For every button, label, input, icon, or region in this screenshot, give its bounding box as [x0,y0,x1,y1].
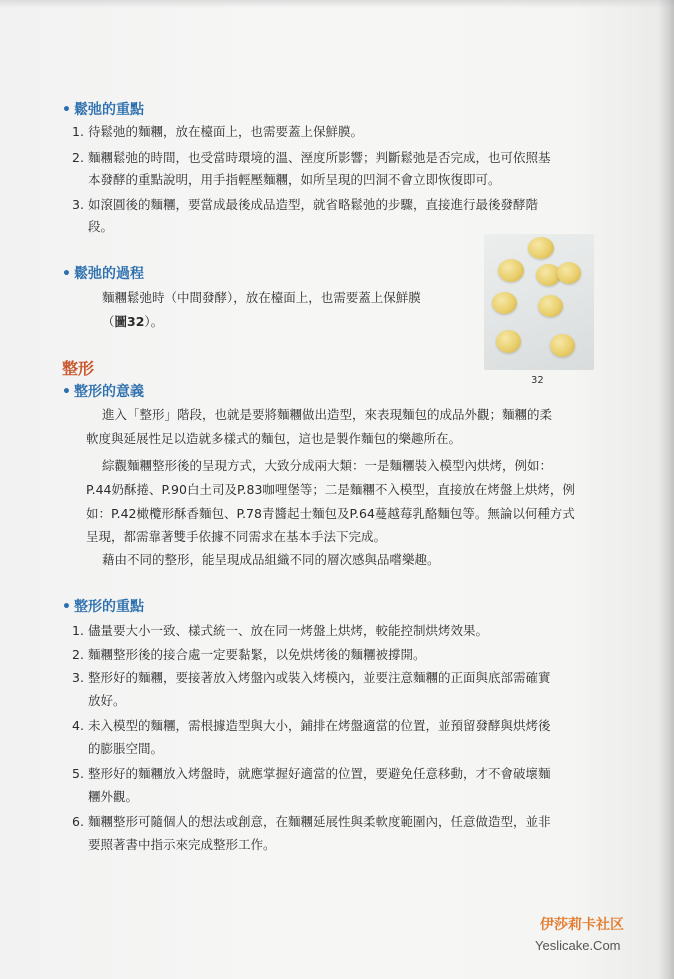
list-item: 4. 未入模型的麵糰，需根據造型與大小，鋪排在烤盤適當的位置，並預留發酵與烘烤後 [72,718,551,733]
section-title: 整形 [62,359,95,378]
list-item: 1. 待鬆弛的麵糰，放在檯面上，也需要蓋上保鮮膜。 [72,124,364,139]
dough-ball [538,295,563,317]
list-item-continuation: 本發酵的重點說明，用手指輕壓麵糰，如所呈現的凹洞不會立即恢復即可。 [88,172,501,187]
paragraph-line: 進入「整形」階段，也就是要將麵糰做出造型，來表現麵包的成品外觀；麵糰的柔 [102,407,553,422]
paragraph-line: 綜觀麵糰整形後的呈現方式，大致分成兩大類：一是麵糰裝入模型內烘烤，例如： [102,458,553,473]
dough-ball [492,292,517,314]
list-item: 3. 整形好的麵糰，要接著放入烤盤內或裝入烤模內，並要注意麵糰的正面與底部需確實 [72,670,551,685]
shaping-points-heading: • 整形的重點 [62,599,144,615]
bullet-dot-icon: • [62,599,71,615]
dough-ball [528,237,554,259]
list-item: 2. 麵糰整形後的接合處一定要黏緊，以免烘烤後的麵糰被撐開。 [72,647,426,662]
bullet-dot-icon: • [62,102,71,118]
dough-ball [550,334,575,357]
relax-process-text: （圖32）。 [102,314,164,329]
dough-balls-photo [484,234,594,370]
paragraph-line: 如：P.42橄欖形酥香麵包、P.78青醬起士麵包及P.64蔓越莓乳酪麵包等。無論以何種方式 [86,506,575,521]
relax-points-heading: • 鬆弛的重點 [62,102,144,118]
paragraph-line: 藉由不同的整形，能呈現成品組織不同的層次感與品嚐樂趣。 [102,552,440,567]
list-item-continuation: 要照著書中指示來完成整形工作。 [88,837,276,852]
list-item-continuation: 糰外觀。 [88,789,139,804]
list-item: 6. 麵糰整形可隨個人的想法或創意，在麵糰延展性與柔軟度範圍內，任意做造型，並非 [72,814,551,829]
dough-ball [498,259,524,282]
site-watermark-url: Yeslicake.Com [535,938,621,953]
list-item: 5. 整形好的麵糰放入烤盤時，就應掌握好適當的位置，要避免任意移動，才不會破壞麵 [72,766,551,781]
page-top-edge [0,0,674,8]
dough-ball [496,330,521,353]
photo-caption: 32 [531,375,544,386]
list-item: 2. 麵糰鬆弛的時間，也受當時環境的溫、溼度所影響；判斷鬆弛是否完成，也可依照基 [72,150,551,165]
relax-process-text: 麵糰鬆弛時（中間發酵），放在檯面上，也需要蓋上保鮮膜 [102,290,421,305]
site-watermark: 伊莎莉卡社区 [540,917,624,933]
paragraph-line: 軟度與延展性足以造就多樣式的麵包，這也是製作麵包的樂趣所在。 [86,431,462,446]
list-item-continuation: 段。 [88,219,114,234]
dough-ball [557,262,581,284]
figure-reference: 圖32 [114,314,145,329]
paragraph-line: P.44奶酥捲、P.90白土司及P.83咖哩堡等；二是麵糰不入模型，直接放在烤盤上烘烤，例 [86,482,575,497]
list-item: 3. 如滾圓後的麵糰，要當成最後成品造型，就省略鬆弛的步驟，直接進行最後發酵階 [72,197,539,212]
bullet-dot-icon: • [62,266,71,282]
list-item-continuation: 的膨脹空間。 [88,741,164,756]
book-spine-shadow [658,0,674,979]
paragraph-line: 呈現，都需靠著雙手依據不同需求在基本手法下完成。 [86,529,387,544]
list-item-continuation: 放好。 [88,693,126,708]
list-item: 1. 儘量要大小一致、樣式統一、放在同一烤盤上烘烤，較能控制烘烤效果。 [72,623,489,638]
bullet-dot-icon: • [62,384,71,400]
relax-process-heading: • 鬆弛的過程 [62,266,144,282]
shaping-meaning-heading: • 整形的意義 [62,384,144,400]
